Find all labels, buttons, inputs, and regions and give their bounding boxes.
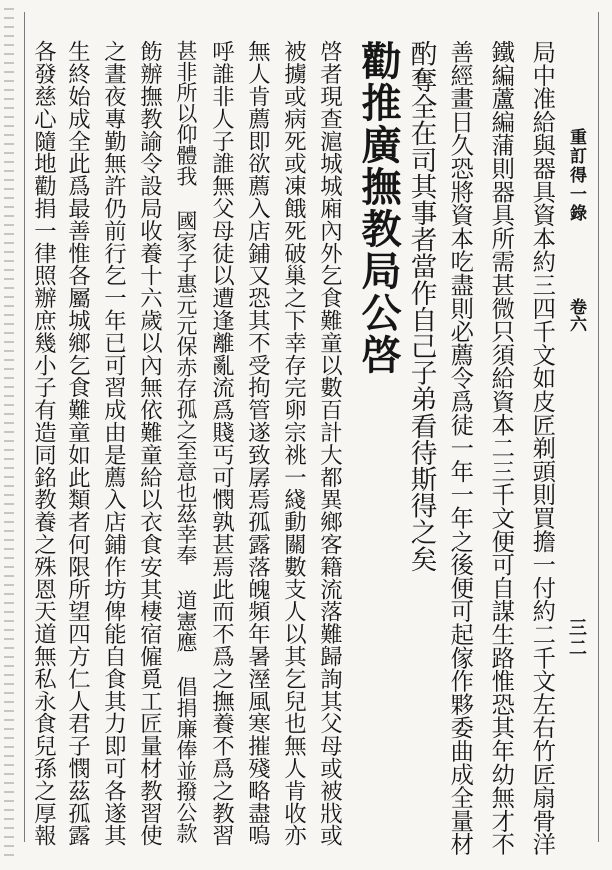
right-border-rule	[598, 12, 599, 842]
text-column: 各發慈心隨地勸捐一律照辦庶幾小子有造同銘教養之殊恩天道無私永食兒孫之厚報	[30, 40, 57, 847]
text-column: 生終始成全此爲最善惟各屬城鄉乞食難童如此類者何限所望四方仁人君子憫茲孤露	[64, 40, 91, 847]
text-column: 甚非所以仰體我 國家子惠元元保赤存孤之至意也茲幸奉 道憲應 倡捐廉俸並撥公款	[172, 40, 197, 844]
text-column: 啓者現查滬城城廂內外乞食難童以數百計大都異鄉客籍流落難歸詢其父母或被戕或	[316, 40, 343, 847]
page-number: 三二	[566, 618, 587, 658]
text-column: 無人肯薦即欲薦入店鋪又恐其不受拘管遂致孱焉孤露落魄頻年暑溼風寒摧殘略盡嗚	[244, 40, 271, 847]
text-column: 酌奪全在司其事者當作自己子弟看待斯得之矣	[405, 40, 437, 572]
text-column: 飭辦撫教諭令設局收養十六歲以內無依難童給以衣食安其棲宿僱覓工匠量材教習使	[136, 40, 163, 847]
text-column: 鐵編蘆編蒲則器具所需甚微只須給資本二三千文便可自謀生路惟恐其年幼無才不	[487, 40, 515, 856]
text-column: 局中准給與器具資本約三四千文如皮匠剃頭則買擔一付約二千文左右竹匠扇骨洋	[528, 40, 556, 856]
juan-label: 卷六	[566, 298, 586, 332]
binding-edge-marks	[4, 8, 14, 858]
text-column: 善經畫日久恐將資本吃盡則必薦令爲徒一年一年之後便可起傢作夥委曲成全量材	[446, 40, 474, 856]
text-column: 被擄或病死或凍餓死破巢之下幸存完卵宗祧一綫動關數支人以其乞兒也無人肯收亦	[280, 40, 307, 847]
text-column: 之晝夜專勤無許仍前行乞一年已可習成由是薦入店鋪作坊俾能自食其力即可各遂其	[100, 40, 127, 847]
section-title: 勸推廣撫教局公啓	[355, 40, 402, 376]
left-border-rule	[24, 12, 25, 842]
book-title: 重訂得一錄	[566, 128, 586, 223]
text-column: 呼誰非人子誰無父母徒以遭逢離亂流爲賤丐可憫孰甚焉此而不爲之撫養不爲之教習	[208, 40, 235, 847]
